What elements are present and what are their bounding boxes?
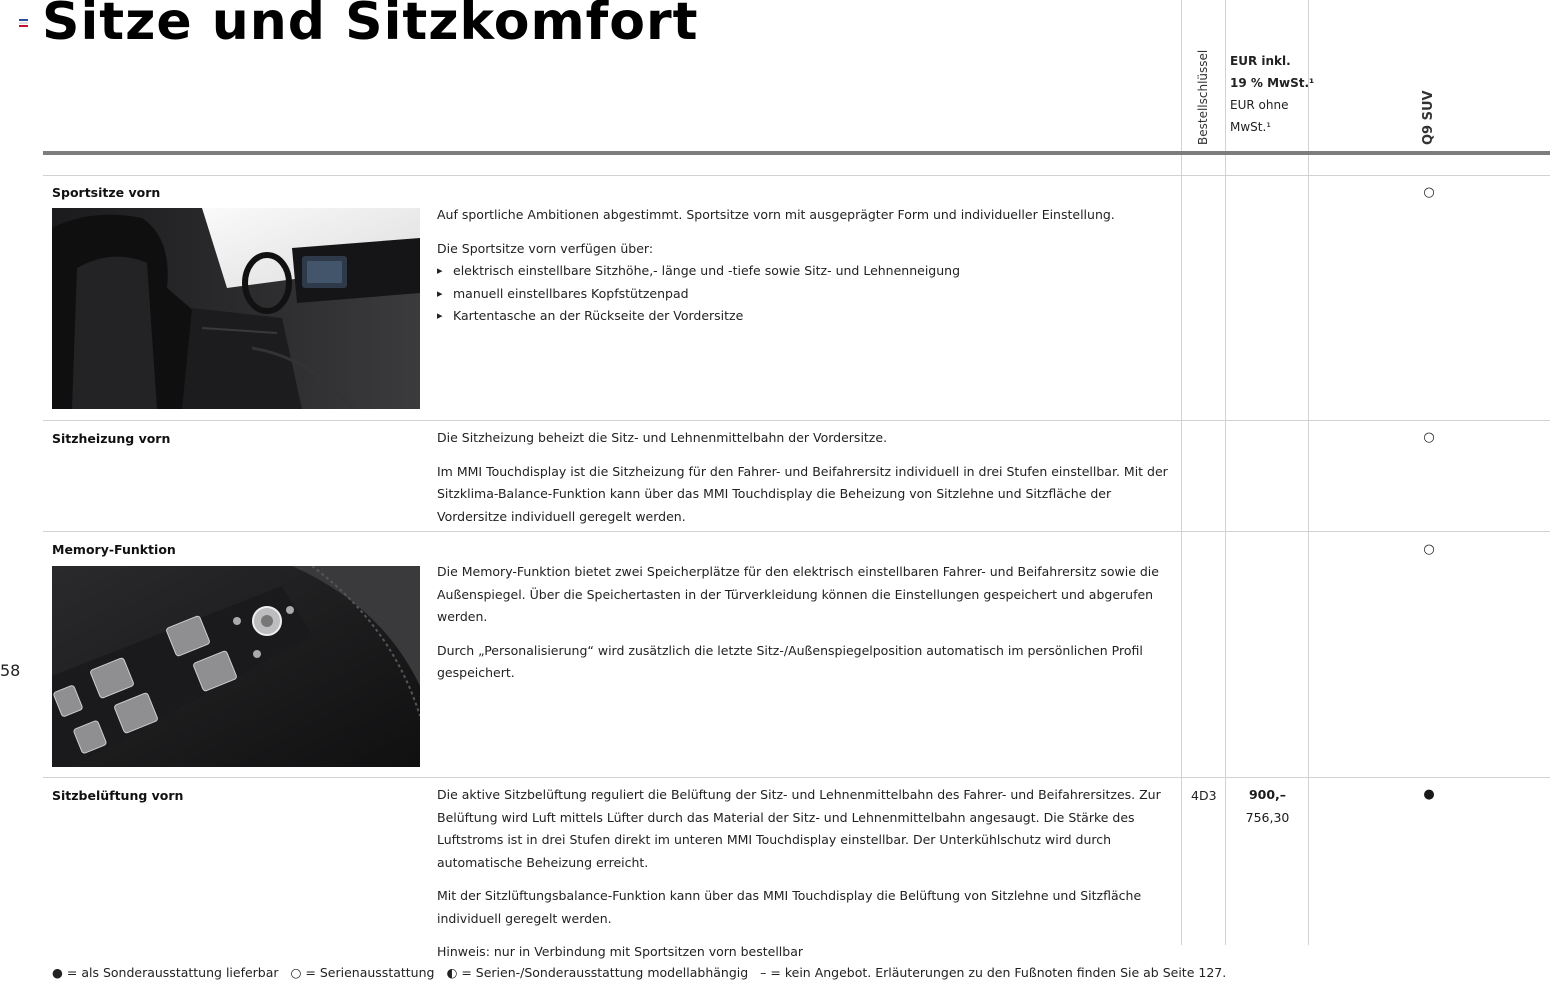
header-order-key: Bestellschlüssel bbox=[1196, 49, 1210, 145]
order-code: 4D3 bbox=[1191, 788, 1217, 803]
paragraph: Die Memory-Funktion bietet zwei Speicherplätze für den elektrisch einstellbaren Fahrer- und Beifahrersitz sowie die Außenspiegel. Über die Speichertasten in der Türverkleidung können die Einstellungen gespeichert und abgerufen werden. bbox=[437, 564, 1159, 624]
legend-standard: ○ = Serienausstattung bbox=[290, 965, 435, 980]
sport-seat-photo bbox=[52, 208, 420, 409]
feature-list bbox=[437, 260, 1177, 328]
availability-optional-icon: ● bbox=[1423, 787, 1435, 802]
paragraph: Hinweis: nur in Verbindung mit Sportsitzen vorn bestellbar bbox=[437, 944, 804, 959]
availability-standard-icon: ○ bbox=[1423, 185, 1435, 200]
header-price-gross-1: EUR inkl. bbox=[1230, 54, 1291, 68]
memory-buttons-photo bbox=[52, 566, 420, 767]
row-title-memory: Memory-Funktion bbox=[52, 542, 176, 557]
flag-stripe-red bbox=[19, 25, 28, 27]
availability-standard-icon: ○ bbox=[1423, 542, 1435, 557]
row-description-sitzheizung bbox=[437, 427, 1177, 539]
flag-stripe-blue bbox=[19, 19, 28, 21]
list-item: ▸ manuell einstellbares Kopfstützenpad bbox=[437, 283, 1177, 306]
row-description-sitzbelueftung bbox=[437, 784, 1177, 975]
header-price-gross-2: 19 % MwSt.¹ bbox=[1230, 76, 1315, 90]
list-item: ▸ Kartentasche an der Rückseite der Vordersitze bbox=[437, 305, 1177, 328]
flag-stripe-white bbox=[19, 22, 28, 24]
sport-seat-illustration bbox=[52, 208, 420, 409]
list-item: ▸ elektrisch einstellbare Sitzhöhe,- länge und -tiefe sowie Sitz- und Lehnenneigung bbox=[437, 260, 1177, 283]
row-divider bbox=[43, 175, 1550, 176]
paragraph: Durch „Personalisierung“ wird zusätzlich die letzte Sitz-/Außenspiegelposition automatisch im persönlichen Profil gespeichert. bbox=[437, 642, 1143, 680]
row-divider bbox=[43, 777, 1550, 778]
header-price bbox=[1230, 50, 1314, 138]
row-title-sportsitze: Sportsitze vorn bbox=[52, 185, 161, 200]
legend-optional: ● = als Sonderausstattung lieferbar bbox=[52, 965, 279, 980]
page-number: 58 bbox=[0, 661, 21, 680]
availability-standard-icon: ○ bbox=[1423, 430, 1435, 445]
row-description-memory bbox=[437, 561, 1177, 696]
price-cell bbox=[1226, 784, 1309, 829]
header-rule bbox=[43, 151, 1550, 155]
row-description-sportsitze bbox=[437, 204, 1177, 328]
row-title-sitzbelueftung: Sitzbelüftung vorn bbox=[52, 788, 184, 803]
legend bbox=[52, 965, 1234, 980]
price-gross: 900,– bbox=[1248, 787, 1287, 802]
column-divider bbox=[1181, 0, 1182, 945]
header-price-net-2: MwSt.¹ bbox=[1230, 120, 1272, 134]
legend-none: – = kein Angebot. Erläuterungen zu den Fußnoten finden Sie ab Seite 127. bbox=[760, 965, 1227, 980]
paragraph: Die aktive Sitzbelüftung reguliert die Belüftung der Sitz- und Lehnenmittelbahn des Fahrer- und Beifahrersitzes. Zur Belüftung wird Luft mittels Lüfter durch das Material der Sitz- und Lehnenmittelbahn angesaugt. Die Stärke des Luftstroms ist in drei Stufen direkt im unteren MMI Touchdisplay einstellbar. Der Unterkühlschutz wird durch automatische Beheizung erreicht. bbox=[437, 787, 1161, 870]
paragraph: Die Sitzheizung beheizt die Sitz- und Lehnenmittelbahn der Vordersitze. bbox=[437, 430, 888, 445]
paragraph: Die Sportsitze vorn verfügen über: bbox=[437, 240, 654, 256]
row-title-sitzheizung: Sitzheizung vorn bbox=[52, 431, 171, 446]
price-net: 756,30 bbox=[1245, 809, 1290, 825]
paragraph: Im MMI Touchdisplay ist die Sitzheizung für den Fahrer- und Beifahrersitz individuell in drei Stufen einstellbar. Mit der Sitzklima-Balance-Funktion kann über das MMI Touchdisplay die Beheizung von Sitzlehne und Sitzfläche der Vordersitze individuell geregelt werden. bbox=[437, 463, 1168, 524]
header-model: Q9 SUV bbox=[1421, 90, 1436, 145]
brand-flag-icon bbox=[19, 19, 28, 26]
paragraph: Auf sportliche Ambitionen abgestimmt. Sportsitze vorn mit ausgeprägter Form und individueller Einstellung. bbox=[437, 207, 1115, 222]
legend-model-dependent: ◐ = Serien-/Sonderausstattung modellabhängig bbox=[446, 965, 749, 980]
page-title: Sitze und Sitzkomfort bbox=[42, 0, 699, 52]
row-divider bbox=[43, 420, 1550, 421]
door-panel-illustration bbox=[52, 566, 420, 767]
header-price-net-1: EUR ohne bbox=[1230, 98, 1289, 112]
paragraph: Mit der Sitzlüftungsbalance-Funktion kann über das MMI Touchdisplay die Belüftung von Sitzlehne und Sitzfläche individuell geregelt werden. bbox=[437, 888, 1142, 926]
